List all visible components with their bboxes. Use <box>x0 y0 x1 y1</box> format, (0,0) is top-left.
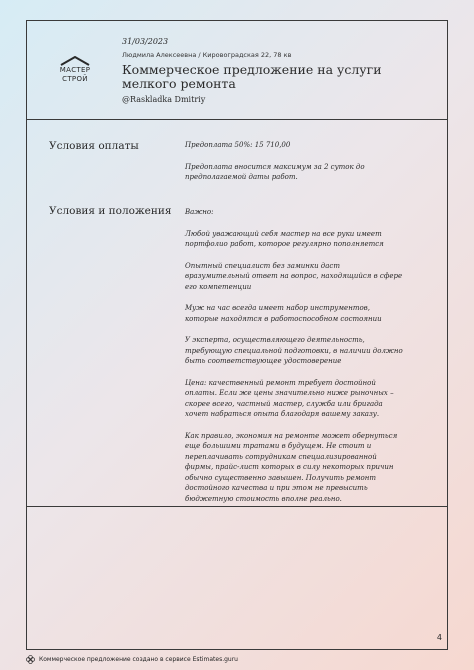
author-handle: @Raskladka Dmitriy <box>122 95 206 104</box>
logo-line2: СТРОЙ <box>62 75 88 83</box>
payment-section-body <box>185 140 405 194</box>
flower-icon <box>26 655 35 664</box>
document-title: Коммерческое предложение на услуги мелкого ремонта <box>122 62 382 91</box>
footer-text: Коммерческое предложение создано в сервисе Estimates.guru <box>39 655 238 663</box>
terms-item: Любой уважающий себя мастер на все руки имеет портфолио работ, которое регулярно пополняется <box>185 229 384 248</box>
roof-icon <box>60 56 90 66</box>
terms-item: Цена: качественный ремонт требует достойной оплаты. Если же цены значительно ниже рыночных – скорее всего, частный мастер, служба или бригада хочет набраться опыта благодаря вашему заказу. <box>185 378 394 418</box>
footer <box>26 653 238 665</box>
company-logo <box>57 56 93 84</box>
page-frame <box>26 20 448 650</box>
payment-section-label: Условия оплаты <box>49 140 139 152</box>
page-number: 4 <box>436 633 442 642</box>
header-divider <box>27 119 447 120</box>
logo-line1: МАСТЕР <box>59 66 91 74</box>
payment-item: Предоплата 50%: 15 710,00 <box>185 141 291 149</box>
document-date: 31/03/2023 <box>122 37 169 46</box>
payment-item: Предоплата вносится максимум за 2 суток до предполагаемой даты работ. <box>185 162 365 181</box>
terms-section-label: Условия и положения <box>49 205 172 217</box>
terms-item: Опытный специалист без заминки даст вразумительный ответ на вопрос, находящийся в сфере его компетенции <box>185 261 403 291</box>
terms-item: Важно: <box>185 208 214 216</box>
terms-item: Как правило, экономия на ремонте может обернуться еще большими тратами в будущем. Не стоит и переплачивать сотрудникам специализированной фирмы, прайс-лист которых в силу некоторых причин обычно существенно завышен. Получить ремонт достойного качества и при этом не превысить бюджетную стоимость вполне реально. <box>185 431 398 503</box>
terms-item: Муж на час всегда имеет набор инструментов, которые находятся в работоспособном состоянии <box>185 304 382 323</box>
terms-section-body <box>185 207 405 515</box>
client-address: Людмила Алексеевна / Кировоградская 22, 78 кв <box>122 51 292 59</box>
terms-item: У эксперта, осуществляющего деятельность, требующую специальной подготовки, в наличии должно быть соответствующее удостоверение <box>185 336 403 365</box>
